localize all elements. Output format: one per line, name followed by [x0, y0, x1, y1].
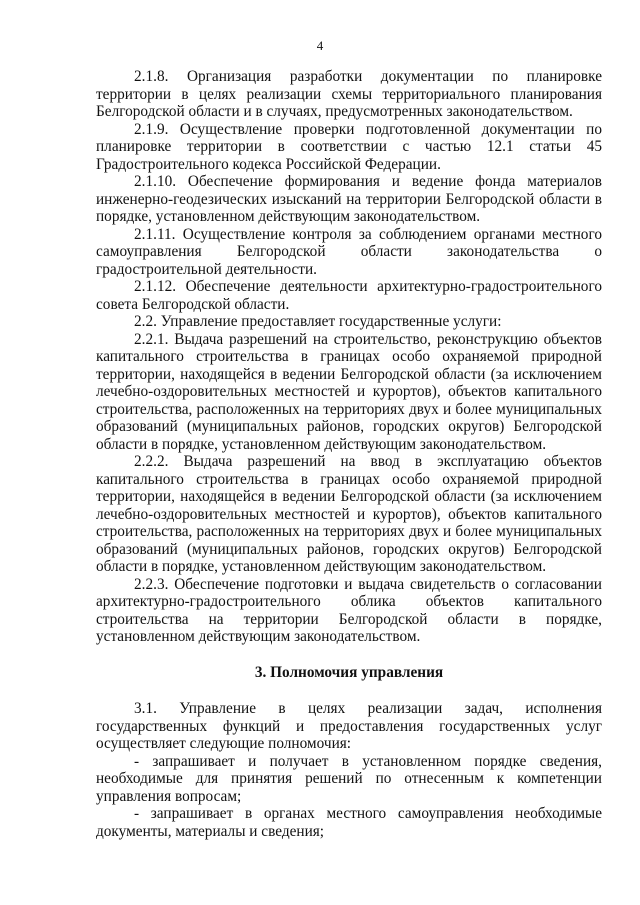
list-item-request-documents: - запрашивает в органах местного самоуправления необходимые документы, материалы и сведения;	[96, 805, 602, 840]
paragraph-2-1-10: 2.1.10. Обеспечение формирования и ведение фонда материалов инженерно-геодезических изысканий на территории Белгородской области в порядке, установленном действующим законодательством.	[96, 173, 602, 225]
paragraph-2-1-8: 2.1.8. Организация разработки документации по планировке территории в целях реализации схемы территориального планирования Белгородской области и в случаях, предусмотренных законодательством.	[96, 68, 602, 120]
paragraph-2-1-12: 2.1.12. Обеспечение деятельности архитектурно-градостроительного совета Белгородской области.	[96, 278, 602, 313]
paragraph-2-2-3: 2.2.3. Обеспечение подготовки и выдача свидетельств о согласовании архитектурно-градостроительного облика объектов капитального строительства на территории Белгородской области в порядке, установленном действующим законодательством.	[96, 575, 602, 645]
paragraph-2-2-2: 2.2.2. Выдача разрешений на ввод в эксплуатацию объектов капитального строительства в границах особо охраняемой природной территории, находящейся в ведении Белгородской области (за исключением лечебно-оздоровительных местностей и курортов), объектов капитального строительства, расположенных на территориях двух и более муниципальных образований (муниципальных районов, городских округов) Белгородской области в порядке, установленном действующим законодательством.	[96, 453, 602, 575]
list-item-request-info: - запрашивает и получает в установленном порядке сведения, необходимые для принятия решений по отнесенным к компетенции управления вопросам;	[96, 752, 602, 805]
document-body	[96, 68, 602, 840]
paragraph-2-2: 2.2. Управление предоставляет государственные услуги:	[134, 313, 502, 330]
paragraph-3-1: 3.1. Управление в целях реализации задач, исполнения государственных функций и предоставления государственных услуг осуществляет следующие полномочия:	[96, 700, 602, 752]
page-number: 4	[316, 38, 324, 53]
paragraph-2-1-11: 2.1.11. Осуществление контроля за соблюдением органами местного самоуправления Белгородской области законодательства о градостроительной деятельности.	[96, 225, 602, 278]
paragraph-2-2-1: 2.2.1. Выдача разрешений на строительство, реконструкцию объектов капитального строительства в границах особо охраняемой природной территории, находящейся в ведении Белгородской области (за исключением лечебно-оздоровительных местностей и курортов), объектов капитального строительства, расположенных на территориях двух и более муниципальных образований (муниципальных районов, городских округов) Белгородской области в порядке, установленном действующим законодательством.	[96, 330, 602, 453]
paragraph-2-1-9: 2.1.9. Осуществление проверки подготовленной документации по планировке территории в соответствии с частью 12.1 статьи 45 Градостроительного кодекса Российской Федерации.	[96, 120, 602, 173]
section-heading: 3. Полномочия управления	[254, 663, 444, 681]
